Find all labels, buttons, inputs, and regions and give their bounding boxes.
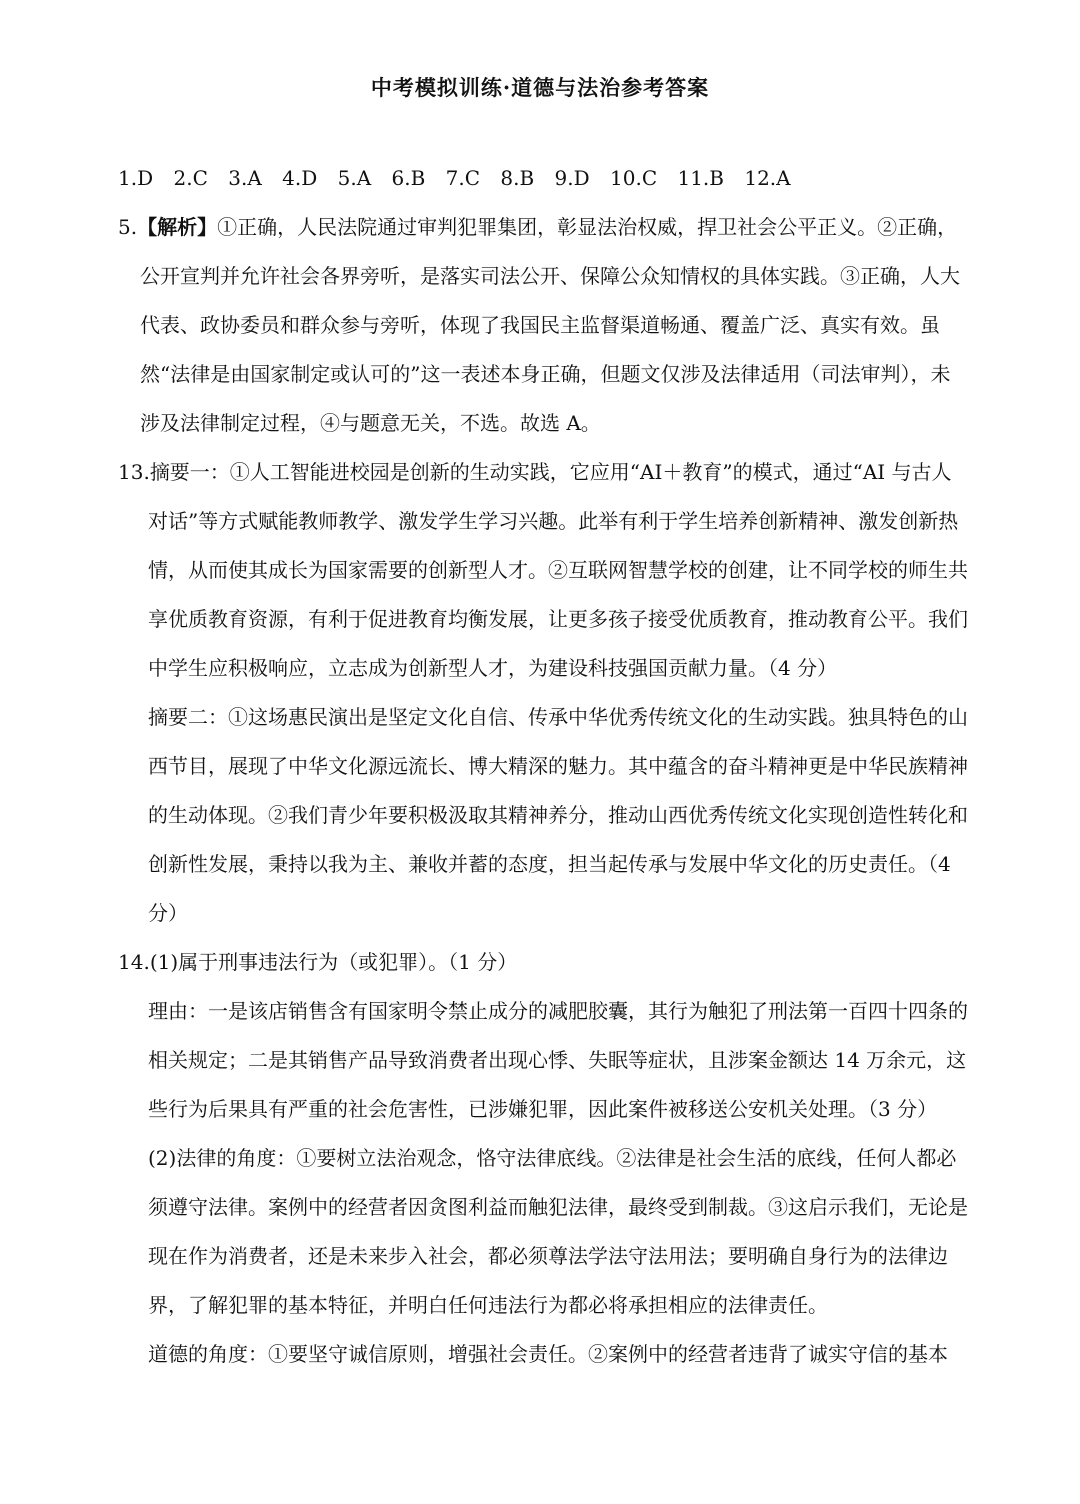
analysis-tag: 【解析】 [137, 215, 218, 239]
part-one-answer: (1)属于刑事违法行为（或犯罪）。（1 分） [149, 950, 518, 974]
answer-item: 1.D [118, 166, 154, 190]
answer-item: 9.D [554, 166, 590, 190]
question-14-answer [118, 938, 968, 1379]
question-number: 14. [118, 950, 150, 974]
page-title: 中考模拟训练·道德与法治参考答案 [370, 75, 710, 100]
summary-two: 摘要二：①这场惠民演出是坚定文化自信、传承中华优秀传统文化的生动实践。独具特色的山西节目，展现了中华文化源远流长、博大精深的魅力。其中蕴含的奋斗精神更是中华民族精神的生动体现。②我们青少年要积极汲取其精神养分，推动山西优秀传统文化实现创造性转化和创新性发展，秉持以我为主、兼收并蓄的态度，担当起传承与发展中华文化的历史责任。（4 分） [148, 705, 968, 925]
part-two-legal-angle: (2)法律的角度：①要树立法治观念，恪守法律底线。②法律是社会生活的底线，任何人都必须遵守法律。案例中的经营者因贪图利益而触犯法律，最终受到制裁。③这启示我们，无论是现在作为消费者，还是未来步入社会，都必须尊法学法守法用法；要明确自身行为的法律边界，了解犯罪的基本特征，并明白任何违法行为都必将承担相应的法律责任。 [148, 1146, 968, 1317]
question-number: 5. [118, 215, 138, 239]
analysis-text: ①正确，人民法院通过审判犯罪集团，彰显法治权威，捍卫社会公平正义。②正确，公开宣判并允许社会各界旁听，是落实司法公开、保障公众知情权的具体实践。③正确，人大代表、政协委员和群众参与旁听，体现了我国民主监督渠道畅通、覆盖广泛、真实有效。虽然“法律是由国家制定或认可的”这一表述本身正确，但题文仅涉及法律适用（司法审判），未涉及法律制定过程，④与题意无关，不选。故选 A。 [140, 215, 960, 435]
question-number: 13. [118, 460, 150, 484]
answer-item: 6.B [391, 166, 426, 190]
multiple-choice-answers [118, 166, 998, 190]
reason-text: 理由：一是该店销售含有国家明令禁止成分的减肥胶囊，其行为触犯了刑法第一百四十四条的相关规定；二是其销售产品导致消费者出现心悸、失眠等症状，且涉案金额达 14 万余元，这些行为后果具有严重的社会危害性，已涉嫌犯罪，因此案件被移送公安机关处理。（3 分） [148, 999, 968, 1121]
answer-item: 3.A [228, 166, 262, 190]
question-5-analysis [118, 203, 968, 448]
answer-item: 4.D [282, 166, 318, 190]
answer-item: 5.A [337, 166, 372, 190]
answer-item: 11.B [677, 166, 724, 190]
answer-item: 12.A [744, 166, 791, 190]
answer-item: 2.C [173, 166, 208, 190]
answer-item: 10.C [610, 166, 658, 190]
summary-one: 摘要一：①人工智能进校园是创新的生动实践，它应用“AI＋教育”的模式，通过“AI 与古人对话”等方式赋能教师教学、激发学生学习兴趣。此举有利于学生培养创新精神、激发创新热情，从而使其成长为国家需要的创新型人才。②互联网智慧学校的创建，让不同学校的师生共享优质教育资源，有利于促进教育均衡发展，让更多孩子接受优质教育，推动教育公平。我们中学生应积极响应，立志成为创新型人才，为建设科技强国贡献力量。（4 分） [148, 460, 968, 680]
answer-item: 8.B [500, 166, 535, 190]
answer-item: 7.C [445, 166, 481, 190]
moral-angle: 道德的角度：①要坚守诚信原则，增强社会责任。②案例中的经营者违背了诚实守信的基本 [148, 1342, 948, 1366]
question-13-answer [118, 448, 968, 938]
